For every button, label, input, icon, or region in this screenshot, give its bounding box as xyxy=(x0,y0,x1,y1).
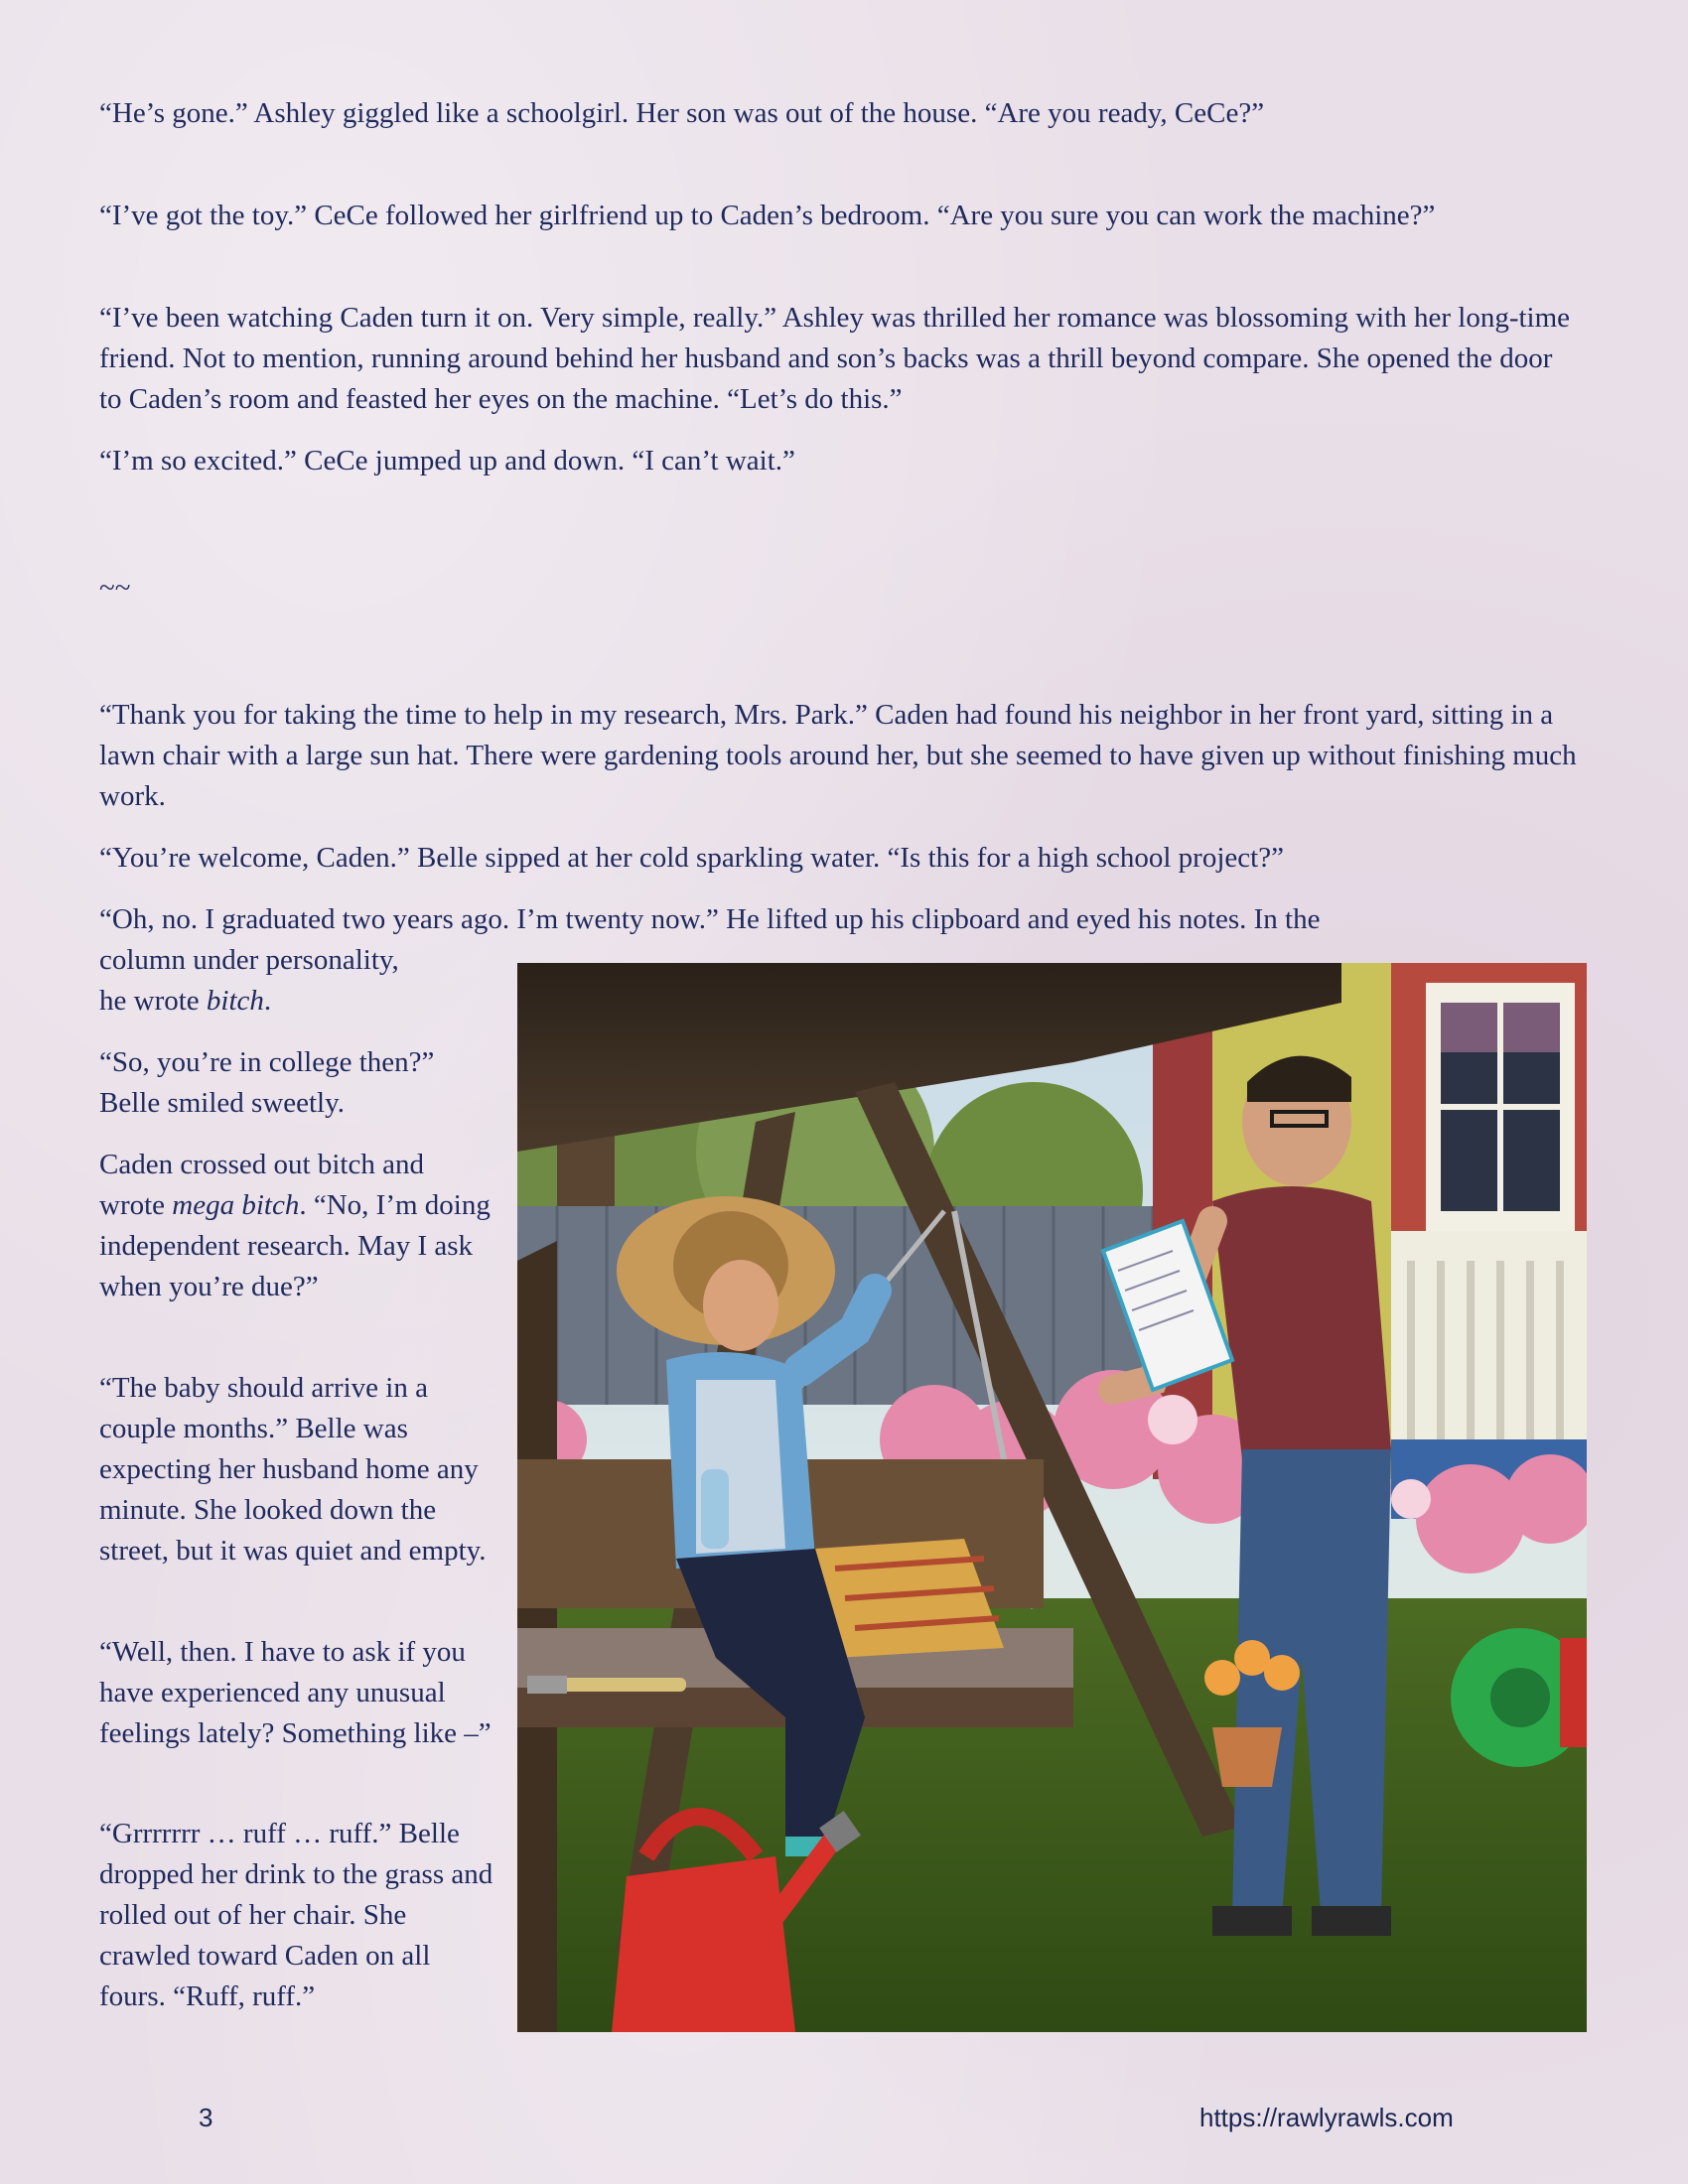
wrap-line-2-suffix: . xyxy=(263,985,272,1017)
illustration-garden-scene xyxy=(517,963,1587,2032)
paragraph-4: “I’m so excited.” CeCe jumped up and down. “I can’t wait.” xyxy=(99,445,795,477)
paragraph-3: “I’ve been watching Caden turn it on. Very simple, really.” Ashley was thrilled her romance was blossoming with her long-time friend. Not to mention, running around behind her husband and son’s backs was a thrill beyond compare. She opened the door to Caden’s room and feasted her eyes on the machine. “Let’s do this.” xyxy=(99,302,1571,415)
paragraph-6: “You’re welcome, Caden.” Belle sipped at her cold sparkling water. “Is this for a high school project?” xyxy=(99,842,1284,874)
side-paragraph-1: “So, you’re in college then?” Belle smiled sweetly. xyxy=(99,1046,435,1119)
paragraph-2: “I’ve got the toy.” CeCe followed her girlfriend up to Caden’s bedroom. “Are you sure you can work the machine?” xyxy=(99,200,1436,231)
wrap-text xyxy=(99,940,496,1022)
side-p2-prefix: Caden crossed out bitch and wrote xyxy=(99,1149,424,1221)
side-p2-italic: mega bitch xyxy=(172,1189,300,1221)
page-number: 3 xyxy=(199,2103,213,2132)
wrap-line-1: column under personality, xyxy=(99,944,399,976)
wrap-line-2-prefix: he wrote xyxy=(99,985,207,1017)
paragraph-5: “Thank you for taking the time to help in my research, Mrs. Park.” Caden had found his neighbor in her front yard, sitting in a lawn chair with a large sun hat. There were gardening tools around her, but she seemed to have given up without finishing much work. xyxy=(99,699,1577,812)
side-paragraph-2 xyxy=(99,1145,496,1307)
side-paragraph-4: “Well, then. I have to ask if you have experienced any unusual feelings lately? Something like –” xyxy=(99,1636,492,1749)
side-p2-suffix: . “No, I’m doing independent research. May I ask when you’re due?” xyxy=(99,1189,491,1302)
section-divider: ~~ xyxy=(99,572,131,604)
wrap-line-2-italic: bitch xyxy=(206,985,264,1017)
side-paragraph-5: “Grrrrrrr … ruff … ruff.” Belle dropped her drink to the grass and rolled out of her chair. She crawled toward Caden on all fours. “Ruff, ruff.” xyxy=(99,1818,493,2012)
side-paragraph-3: “The baby should arrive in a couple months.” Belle was expecting her husband home any minute. She looked down the street, but it was quiet and empty. xyxy=(99,1372,487,1567)
paragraph-1: “He’s gone.” Ashley giggled like a schoolgirl. Her son was out of the house. “Are you ready, CeCe?” xyxy=(99,97,1265,129)
paragraph-7: “Oh, no. I graduated two years ago. I’m twenty now.” He lifted up his clipboard and eyed his notes. In the xyxy=(99,903,1321,935)
footer-url[interactable]: https://rawlyrawls.com xyxy=(1199,2103,1454,2132)
